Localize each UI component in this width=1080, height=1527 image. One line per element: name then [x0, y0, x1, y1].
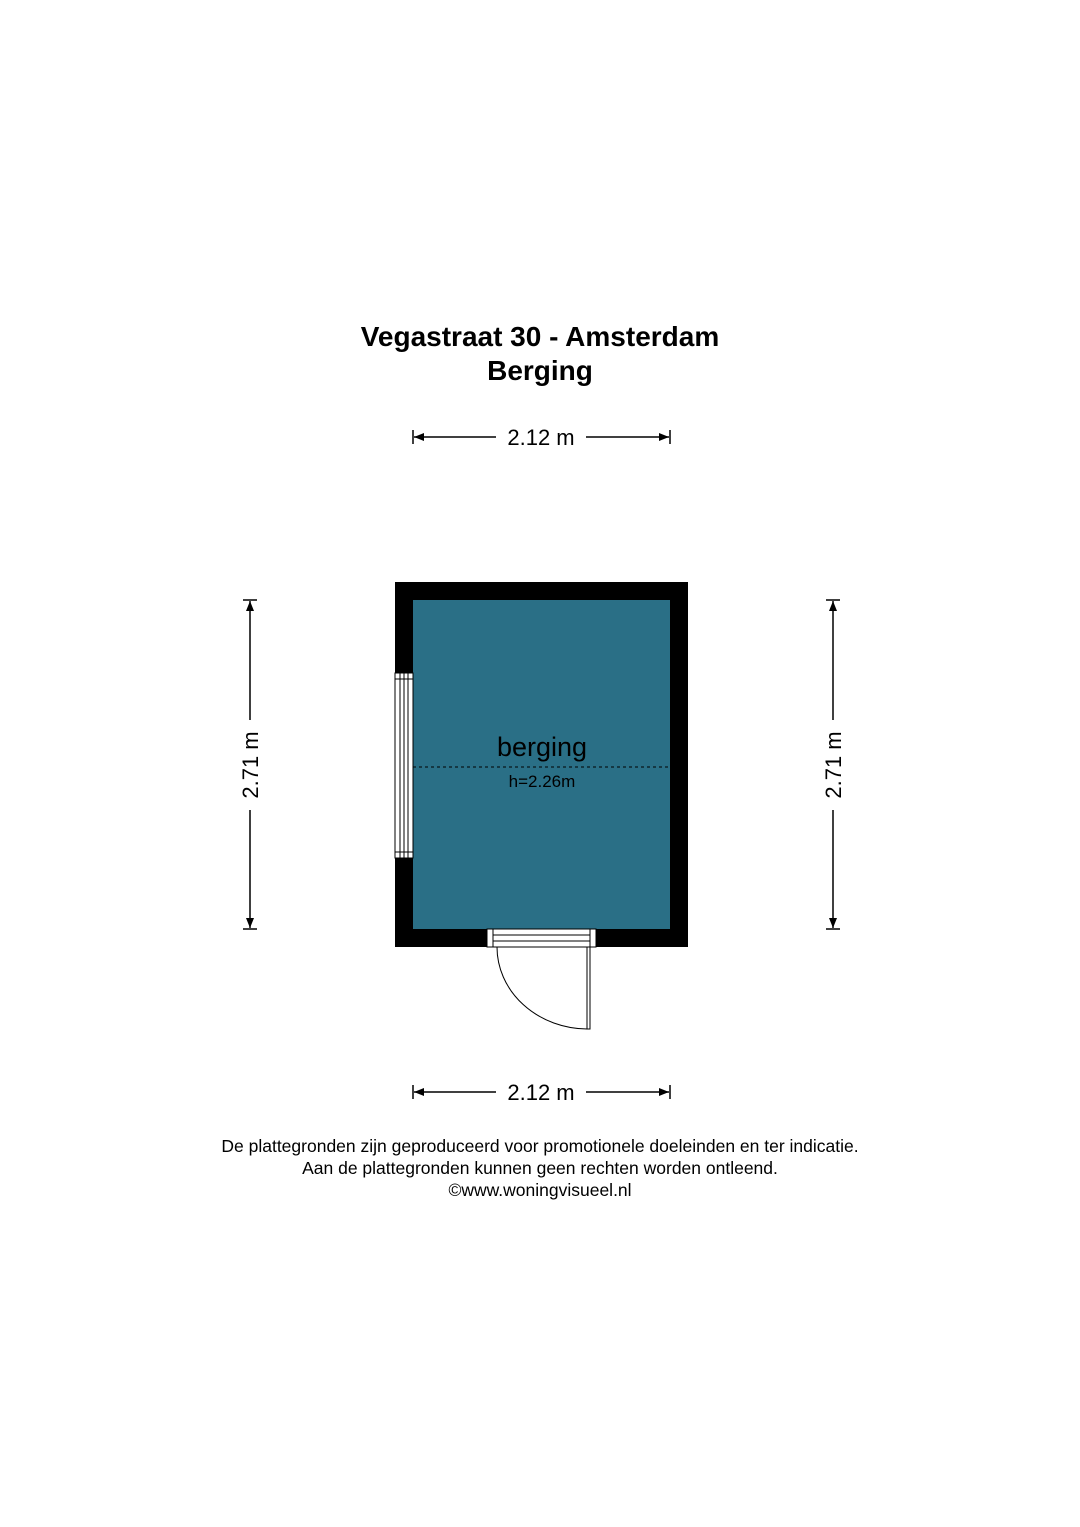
dimension-right — [821, 600, 846, 929]
dimension-bottom-label: 2.12 m — [507, 1080, 575, 1105]
plan-floor-title: Berging — [487, 355, 593, 386]
room-floor — [413, 600, 670, 929]
disclaimer-line-1: De plattegronden zijn geproduceerd voor promotionele doeleinden en ter indicatie. — [221, 1136, 859, 1156]
window — [395, 673, 413, 858]
dimension-top-label: 2.12 m — [507, 425, 575, 450]
disclaimer-line-2: Aan de plattegronden kunnen geen rechten worden ontleend. — [302, 1158, 778, 1178]
room-name-label: berging — [496, 732, 588, 762]
dimension-right-label: 2.71 m — [821, 731, 846, 799]
dimension-top — [413, 425, 670, 450]
dimension-bottom — [413, 1080, 670, 1105]
room-height-label: h=2.26m — [508, 772, 576, 791]
dimension-left — [238, 600, 263, 929]
plan-address-title: Vegastraat 30 - Amsterdam — [360, 321, 720, 352]
door — [487, 929, 596, 1029]
dimension-left-label: 2.71 m — [238, 731, 263, 799]
copyright-line: ©www.woningvisueel.nl — [448, 1180, 632, 1200]
